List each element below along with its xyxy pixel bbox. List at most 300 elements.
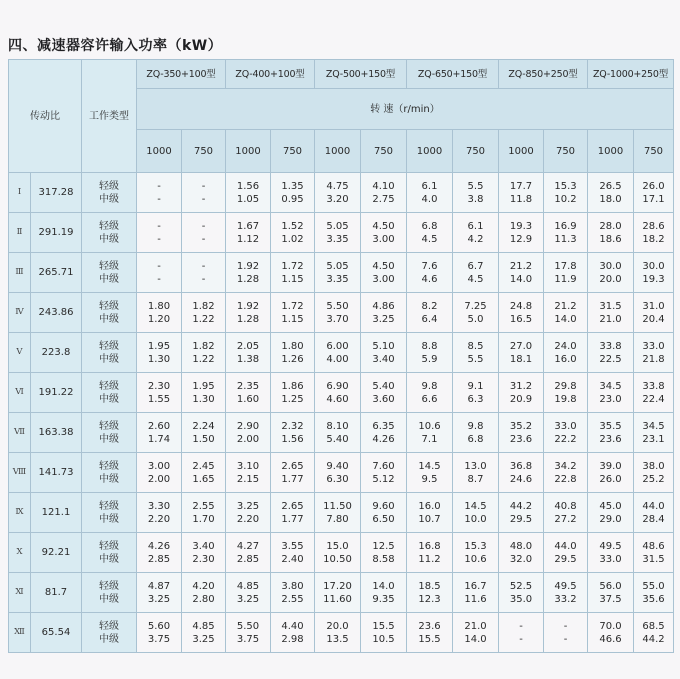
power-table bbox=[8, 59, 674, 653]
light-power-value: 1.80 bbox=[147, 300, 171, 312]
power-cell bbox=[453, 373, 499, 413]
light-power-value: 17.20 bbox=[323, 580, 352, 592]
medium-power-value: 23.1 bbox=[642, 433, 665, 445]
medium-power-value: - bbox=[201, 193, 206, 205]
light-power-value: 44.0 bbox=[554, 540, 577, 552]
medium-power-value: 9.35 bbox=[372, 593, 395, 605]
medium-power-value: 3.00 bbox=[372, 273, 395, 285]
light-power-value: 39.0 bbox=[599, 460, 622, 472]
medium-power-value: 33.0 bbox=[599, 553, 622, 565]
medium-power-value: - bbox=[157, 193, 161, 205]
medium-power-value: 29.5 bbox=[509, 513, 533, 525]
medium-power-value: 11.60 bbox=[323, 593, 352, 605]
medium-power-value: 8.58 bbox=[372, 553, 395, 565]
power-cell bbox=[407, 613, 453, 653]
power-cell bbox=[588, 293, 634, 333]
medium-power-value: 4.26 bbox=[372, 433, 395, 445]
ratio-value: 141.73 bbox=[31, 453, 82, 493]
medium-power-value: 7.80 bbox=[326, 513, 349, 525]
light-power-value: 2.05 bbox=[236, 340, 260, 352]
medium-power-value: 28.4 bbox=[642, 513, 665, 525]
power-cell bbox=[137, 573, 182, 613]
medium-power-value: 6.4 bbox=[421, 313, 438, 325]
light-power-value: 33.8 bbox=[642, 380, 665, 392]
power-cell bbox=[182, 213, 226, 253]
ratio-value: 92.21 bbox=[31, 533, 82, 573]
light-power-value: 2.90 bbox=[236, 420, 260, 432]
power-cell bbox=[499, 573, 544, 613]
ratio-value: 243.86 bbox=[31, 293, 82, 333]
medium-type-label: 中级 bbox=[99, 353, 119, 365]
medium-power-value: 22.8 bbox=[554, 473, 577, 485]
light-power-value: 44.2 bbox=[509, 500, 533, 512]
power-cell bbox=[315, 333, 361, 373]
light-power-value: 15.5 bbox=[372, 620, 395, 632]
power-cell bbox=[315, 413, 361, 453]
medium-power-value: 4.2 bbox=[467, 233, 484, 245]
power-cell bbox=[453, 613, 499, 653]
light-power-value: 40.8 bbox=[554, 500, 577, 512]
medium-power-value: 3.35 bbox=[326, 273, 349, 285]
work-type-cell bbox=[82, 333, 137, 373]
work-type-cell bbox=[82, 413, 137, 453]
light-power-value: 45.0 bbox=[599, 500, 622, 512]
medium-power-value: 27.2 bbox=[554, 513, 577, 525]
medium-power-value: 2.85 bbox=[236, 553, 260, 565]
power-cell bbox=[137, 493, 182, 533]
light-power-value: 10.6 bbox=[418, 420, 441, 432]
power-cell bbox=[634, 213, 674, 253]
light-power-value: 30.0 bbox=[642, 260, 665, 272]
table-row bbox=[9, 213, 674, 253]
medium-power-value: 44.2 bbox=[642, 633, 665, 645]
medium-power-value: 20.0 bbox=[599, 273, 622, 285]
light-power-value: 4.10 bbox=[372, 180, 395, 192]
power-cell bbox=[361, 173, 407, 213]
power-cell bbox=[453, 173, 499, 213]
work-type-cell bbox=[82, 453, 137, 493]
power-cell bbox=[634, 453, 674, 493]
power-cell bbox=[453, 533, 499, 573]
power-cell bbox=[499, 253, 544, 293]
light-power-value: 6.00 bbox=[326, 340, 349, 352]
power-cell bbox=[226, 573, 271, 613]
power-cell bbox=[226, 173, 271, 213]
light-power-value: 4.86 bbox=[372, 300, 395, 312]
light-type-label: 轻级 bbox=[99, 500, 119, 512]
speed-cell: 750 bbox=[634, 130, 674, 173]
medium-power-value: 18.6 bbox=[599, 233, 622, 245]
light-type-label: 轻级 bbox=[99, 260, 119, 272]
power-cell bbox=[499, 613, 544, 653]
medium-power-value: 22.5 bbox=[599, 353, 622, 365]
power-cell bbox=[544, 453, 588, 493]
power-cell bbox=[453, 333, 499, 373]
power-cell bbox=[137, 173, 182, 213]
medium-power-value: 1.55 bbox=[147, 393, 171, 405]
power-cell bbox=[588, 453, 634, 493]
light-power-value: 1.82 bbox=[192, 340, 215, 352]
light-power-value: 2.65 bbox=[281, 500, 304, 512]
work-type-cell bbox=[82, 253, 137, 293]
light-power-value: 1.80 bbox=[281, 340, 304, 352]
light-power-value: 27.0 bbox=[509, 340, 533, 352]
power-cell bbox=[407, 533, 453, 573]
power-cell bbox=[361, 493, 407, 533]
medium-power-value: 1.20 bbox=[147, 313, 171, 325]
medium-power-value: 2.85 bbox=[147, 553, 171, 565]
light-power-value: 49.5 bbox=[554, 580, 577, 592]
medium-power-value: 13.5 bbox=[326, 633, 349, 645]
light-power-value: 6.7 bbox=[467, 260, 484, 272]
light-power-value: - bbox=[201, 220, 206, 232]
power-cell bbox=[588, 373, 634, 413]
light-power-value: 2.32 bbox=[281, 420, 304, 432]
light-power-value: 6.35 bbox=[372, 420, 395, 432]
power-cell bbox=[499, 373, 544, 413]
medium-power-value: 6.6 bbox=[421, 393, 438, 405]
light-power-value: 23.6 bbox=[418, 620, 441, 632]
medium-power-value: 3.60 bbox=[372, 393, 395, 405]
table-row bbox=[9, 453, 674, 493]
model-header: ZQ-400+100型 bbox=[226, 60, 315, 89]
roman-numeral: Ⅷ bbox=[9, 453, 31, 493]
light-power-value: 1.82 bbox=[192, 300, 215, 312]
medium-power-value: 1.77 bbox=[281, 513, 304, 525]
light-type-label: 轻级 bbox=[99, 340, 119, 352]
light-type-label: 轻级 bbox=[99, 460, 119, 472]
power-cell bbox=[453, 293, 499, 333]
power-cell bbox=[226, 373, 271, 413]
light-power-value: 9.8 bbox=[467, 420, 484, 432]
power-cell bbox=[634, 613, 674, 653]
power-cell bbox=[407, 253, 453, 293]
power-cell bbox=[361, 613, 407, 653]
medium-power-value: 19.3 bbox=[642, 273, 665, 285]
light-power-value: 1.35 bbox=[281, 180, 304, 192]
medium-power-value: 1.74 bbox=[147, 433, 171, 445]
speed-header: 转 速（r/min） bbox=[137, 89, 674, 130]
ratio-value: 265.71 bbox=[31, 253, 82, 293]
medium-power-value: 3.25 bbox=[192, 633, 215, 645]
power-cell bbox=[588, 333, 634, 373]
light-power-value: 31.2 bbox=[509, 380, 533, 392]
light-power-value: 9.60 bbox=[372, 500, 395, 512]
medium-power-value: 3.25 bbox=[236, 593, 260, 605]
medium-power-value: 22.4 bbox=[642, 393, 665, 405]
medium-power-value: 12.3 bbox=[418, 593, 441, 605]
light-power-value: 1.92 bbox=[236, 300, 260, 312]
power-cell bbox=[271, 173, 315, 213]
light-power-value: 7.25 bbox=[464, 300, 487, 312]
light-power-value: 5.05 bbox=[326, 260, 349, 272]
light-power-value: 29.8 bbox=[554, 380, 577, 392]
medium-power-value: 20.4 bbox=[642, 313, 665, 325]
roman-numeral: Ⅵ bbox=[9, 373, 31, 413]
light-power-value: 26.5 bbox=[599, 180, 622, 192]
light-power-value: 14.5 bbox=[418, 460, 441, 472]
medium-power-value: 19.8 bbox=[554, 393, 577, 405]
medium-type-label: 中级 bbox=[99, 593, 119, 605]
light-power-value: 18.5 bbox=[418, 580, 441, 592]
power-cell bbox=[499, 213, 544, 253]
medium-power-value: 3.8 bbox=[467, 193, 484, 205]
light-power-value: 2.60 bbox=[147, 420, 171, 432]
power-cell bbox=[137, 533, 182, 573]
medium-power-value: 1.60 bbox=[236, 393, 260, 405]
light-power-value: 68.5 bbox=[642, 620, 665, 632]
speed-cell: 1000 bbox=[315, 130, 361, 173]
medium-power-value: 4.6 bbox=[421, 273, 438, 285]
power-cell bbox=[407, 293, 453, 333]
medium-power-value: 1.30 bbox=[147, 353, 171, 365]
power-cell bbox=[544, 373, 588, 413]
power-cell bbox=[544, 613, 588, 653]
speed-cell: 750 bbox=[271, 130, 315, 173]
ratio-value: 291.19 bbox=[31, 213, 82, 253]
medium-power-value: 3.70 bbox=[326, 313, 349, 325]
light-power-value: 70.0 bbox=[599, 620, 622, 632]
medium-power-value: 4.0 bbox=[421, 193, 438, 205]
speed-cell: 750 bbox=[453, 130, 499, 173]
table-row bbox=[9, 413, 674, 453]
speed-cell: 1000 bbox=[499, 130, 544, 173]
power-cell bbox=[453, 413, 499, 453]
medium-power-value: 1.25 bbox=[281, 393, 304, 405]
light-power-value: - bbox=[157, 180, 161, 192]
light-power-value: 35.2 bbox=[509, 420, 533, 432]
ratio-header: 传动比 bbox=[9, 60, 82, 173]
power-cell bbox=[588, 493, 634, 533]
power-cell bbox=[226, 613, 271, 653]
power-cell bbox=[315, 293, 361, 333]
work-type-cell bbox=[82, 613, 137, 653]
power-cell bbox=[226, 253, 271, 293]
light-power-value: 2.45 bbox=[192, 460, 215, 472]
ratio-value: 121.1 bbox=[31, 493, 82, 533]
light-power-value: 34.2 bbox=[554, 460, 577, 472]
power-cell bbox=[137, 213, 182, 253]
light-power-value: 24.0 bbox=[554, 340, 577, 352]
medium-power-value: 6.8 bbox=[467, 433, 484, 445]
power-cell bbox=[271, 413, 315, 453]
light-power-value: 21.2 bbox=[554, 300, 577, 312]
medium-power-value: 1.28 bbox=[236, 313, 260, 325]
power-cell bbox=[499, 413, 544, 453]
medium-power-value: 1.38 bbox=[236, 353, 260, 365]
power-cell bbox=[271, 493, 315, 533]
light-power-value: 5.05 bbox=[326, 220, 349, 232]
light-power-value: 1.92 bbox=[236, 260, 260, 272]
power-cell bbox=[634, 533, 674, 573]
medium-power-value: 2.00 bbox=[236, 433, 260, 445]
power-cell bbox=[182, 253, 226, 293]
medium-power-value: 46.6 bbox=[599, 633, 622, 645]
light-power-value: - bbox=[157, 220, 161, 232]
power-cell bbox=[361, 293, 407, 333]
power-cell bbox=[182, 453, 226, 493]
medium-power-value: 8.7 bbox=[467, 473, 484, 485]
roman-numeral: Ⅴ bbox=[9, 333, 31, 373]
light-power-value: 1.95 bbox=[192, 380, 215, 392]
medium-power-value: 35.0 bbox=[509, 593, 533, 605]
medium-power-value: 2.20 bbox=[236, 513, 260, 525]
ratio-value: 317.28 bbox=[31, 173, 82, 213]
medium-power-value: 3.75 bbox=[147, 633, 171, 645]
light-power-value: 30.0 bbox=[599, 260, 622, 272]
medium-power-value: 2.20 bbox=[147, 513, 171, 525]
light-power-value: 1.72 bbox=[281, 260, 304, 272]
ratio-value: 223.8 bbox=[31, 333, 82, 373]
power-cell bbox=[182, 413, 226, 453]
medium-power-value: 1.12 bbox=[236, 233, 260, 245]
ratio-value: 65.54 bbox=[31, 613, 82, 653]
light-power-value: 4.27 bbox=[236, 540, 260, 552]
medium-power-value: 2.55 bbox=[281, 593, 304, 605]
power-cell bbox=[634, 333, 674, 373]
power-cell bbox=[588, 173, 634, 213]
power-cell bbox=[182, 493, 226, 533]
medium-power-value: 10.50 bbox=[323, 553, 352, 565]
model-header: ZQ-500+150型 bbox=[315, 60, 407, 89]
light-power-value: 4.40 bbox=[281, 620, 304, 632]
light-power-value: 5.5 bbox=[467, 180, 484, 192]
light-type-label: 轻级 bbox=[99, 620, 119, 632]
power-cell bbox=[271, 213, 315, 253]
medium-power-value: 7.1 bbox=[421, 433, 438, 445]
medium-power-value: 9.5 bbox=[421, 473, 438, 485]
power-cell bbox=[544, 293, 588, 333]
table-title: 四、减速器容许输入功率（kW） bbox=[8, 38, 223, 54]
table-row bbox=[9, 573, 674, 613]
power-cell bbox=[137, 333, 182, 373]
light-power-value: 17.7 bbox=[509, 180, 533, 192]
power-cell bbox=[226, 213, 271, 253]
medium-power-value: 11.8 bbox=[509, 193, 533, 205]
light-power-value: 1.67 bbox=[236, 220, 260, 232]
power-cell bbox=[315, 613, 361, 653]
light-type-label: 轻级 bbox=[99, 380, 119, 392]
power-cell bbox=[361, 253, 407, 293]
power-cell bbox=[315, 173, 361, 213]
medium-power-value: 4.5 bbox=[467, 273, 484, 285]
power-cell bbox=[182, 533, 226, 573]
model-header: ZQ-350+100型 bbox=[137, 60, 226, 89]
medium-power-value: 16.0 bbox=[554, 353, 577, 365]
medium-power-value: 1.30 bbox=[192, 393, 215, 405]
medium-power-value: 1.26 bbox=[281, 353, 304, 365]
light-power-value: 3.30 bbox=[147, 500, 171, 512]
power-cell bbox=[634, 293, 674, 333]
model-header: ZQ-1000+250型 bbox=[588, 60, 674, 89]
medium-power-value: 33.2 bbox=[554, 593, 577, 605]
power-cell bbox=[634, 493, 674, 533]
medium-power-value: 2.30 bbox=[192, 553, 215, 565]
light-power-value: 55.0 bbox=[642, 580, 665, 592]
power-cell bbox=[588, 573, 634, 613]
medium-type-label: 中级 bbox=[99, 433, 119, 445]
light-power-value: 21.2 bbox=[509, 260, 533, 272]
power-cell bbox=[271, 253, 315, 293]
light-type-label: 轻级 bbox=[99, 220, 119, 232]
power-cell bbox=[407, 573, 453, 613]
medium-power-value: 1.15 bbox=[281, 313, 304, 325]
medium-power-value: 16.5 bbox=[509, 313, 533, 325]
power-cell bbox=[453, 253, 499, 293]
power-cell bbox=[588, 413, 634, 453]
light-power-value: 11.50 bbox=[323, 500, 352, 512]
table-row bbox=[9, 373, 674, 413]
medium-power-value: 29.5 bbox=[554, 553, 577, 565]
power-cell bbox=[453, 213, 499, 253]
work-type-header: 工作类型 bbox=[82, 60, 137, 173]
light-power-value: 34.5 bbox=[599, 380, 622, 392]
medium-power-value: 3.35 bbox=[326, 233, 349, 245]
medium-type-label: 中级 bbox=[99, 273, 119, 285]
model-header: ZQ-650+150型 bbox=[407, 60, 499, 89]
light-power-value: 2.24 bbox=[192, 420, 215, 432]
power-cell bbox=[544, 493, 588, 533]
medium-power-value: 2.98 bbox=[281, 633, 304, 645]
work-type-cell bbox=[82, 493, 137, 533]
light-power-value: 9.8 bbox=[421, 380, 438, 392]
medium-power-value: 1.56 bbox=[281, 433, 304, 445]
light-power-value: 8.8 bbox=[421, 340, 438, 352]
medium-power-value: 11.6 bbox=[464, 593, 487, 605]
light-power-value: 13.0 bbox=[464, 460, 487, 472]
roman-numeral: Ⅲ bbox=[9, 253, 31, 293]
power-cell bbox=[588, 213, 634, 253]
light-power-value: 3.80 bbox=[281, 580, 304, 592]
light-power-value: 2.35 bbox=[236, 380, 260, 392]
medium-type-label: 中级 bbox=[99, 313, 119, 325]
power-cell bbox=[361, 333, 407, 373]
light-power-value: 5.50 bbox=[326, 300, 349, 312]
medium-power-value: 25.2 bbox=[642, 473, 665, 485]
power-cell bbox=[453, 573, 499, 613]
speed-cell: 750 bbox=[361, 130, 407, 173]
speed-cell: 1000 bbox=[137, 130, 182, 173]
medium-power-value: 21.0 bbox=[599, 313, 622, 325]
power-cell bbox=[499, 293, 544, 333]
power-cell bbox=[407, 373, 453, 413]
medium-power-value: 23.0 bbox=[599, 393, 622, 405]
light-power-value: 36.8 bbox=[509, 460, 533, 472]
work-type-cell bbox=[82, 573, 137, 613]
light-power-value: 2.55 bbox=[192, 500, 215, 512]
light-power-value: - bbox=[157, 260, 161, 272]
light-power-value: 6.1 bbox=[421, 180, 438, 192]
power-cell bbox=[453, 453, 499, 493]
table-row bbox=[9, 533, 674, 573]
light-power-value: 16.8 bbox=[418, 540, 441, 552]
medium-power-value: 5.9 bbox=[421, 353, 438, 365]
medium-power-value: 5.40 bbox=[326, 433, 349, 445]
medium-power-value: 3.25 bbox=[147, 593, 171, 605]
light-power-value: 5.60 bbox=[147, 620, 171, 632]
medium-power-value: 11.3 bbox=[554, 233, 577, 245]
medium-power-value: 10.5 bbox=[372, 633, 395, 645]
power-cell bbox=[226, 413, 271, 453]
speed-cell: 1000 bbox=[588, 130, 634, 173]
medium-power-value: 1.02 bbox=[281, 233, 304, 245]
speed-cell: 750 bbox=[182, 130, 226, 173]
roman-numeral: Ⅶ bbox=[9, 413, 31, 453]
medium-power-value: 24.6 bbox=[509, 473, 533, 485]
table-row bbox=[9, 493, 674, 533]
light-power-value: 15.3 bbox=[464, 540, 487, 552]
light-power-value: 24.8 bbox=[509, 300, 533, 312]
